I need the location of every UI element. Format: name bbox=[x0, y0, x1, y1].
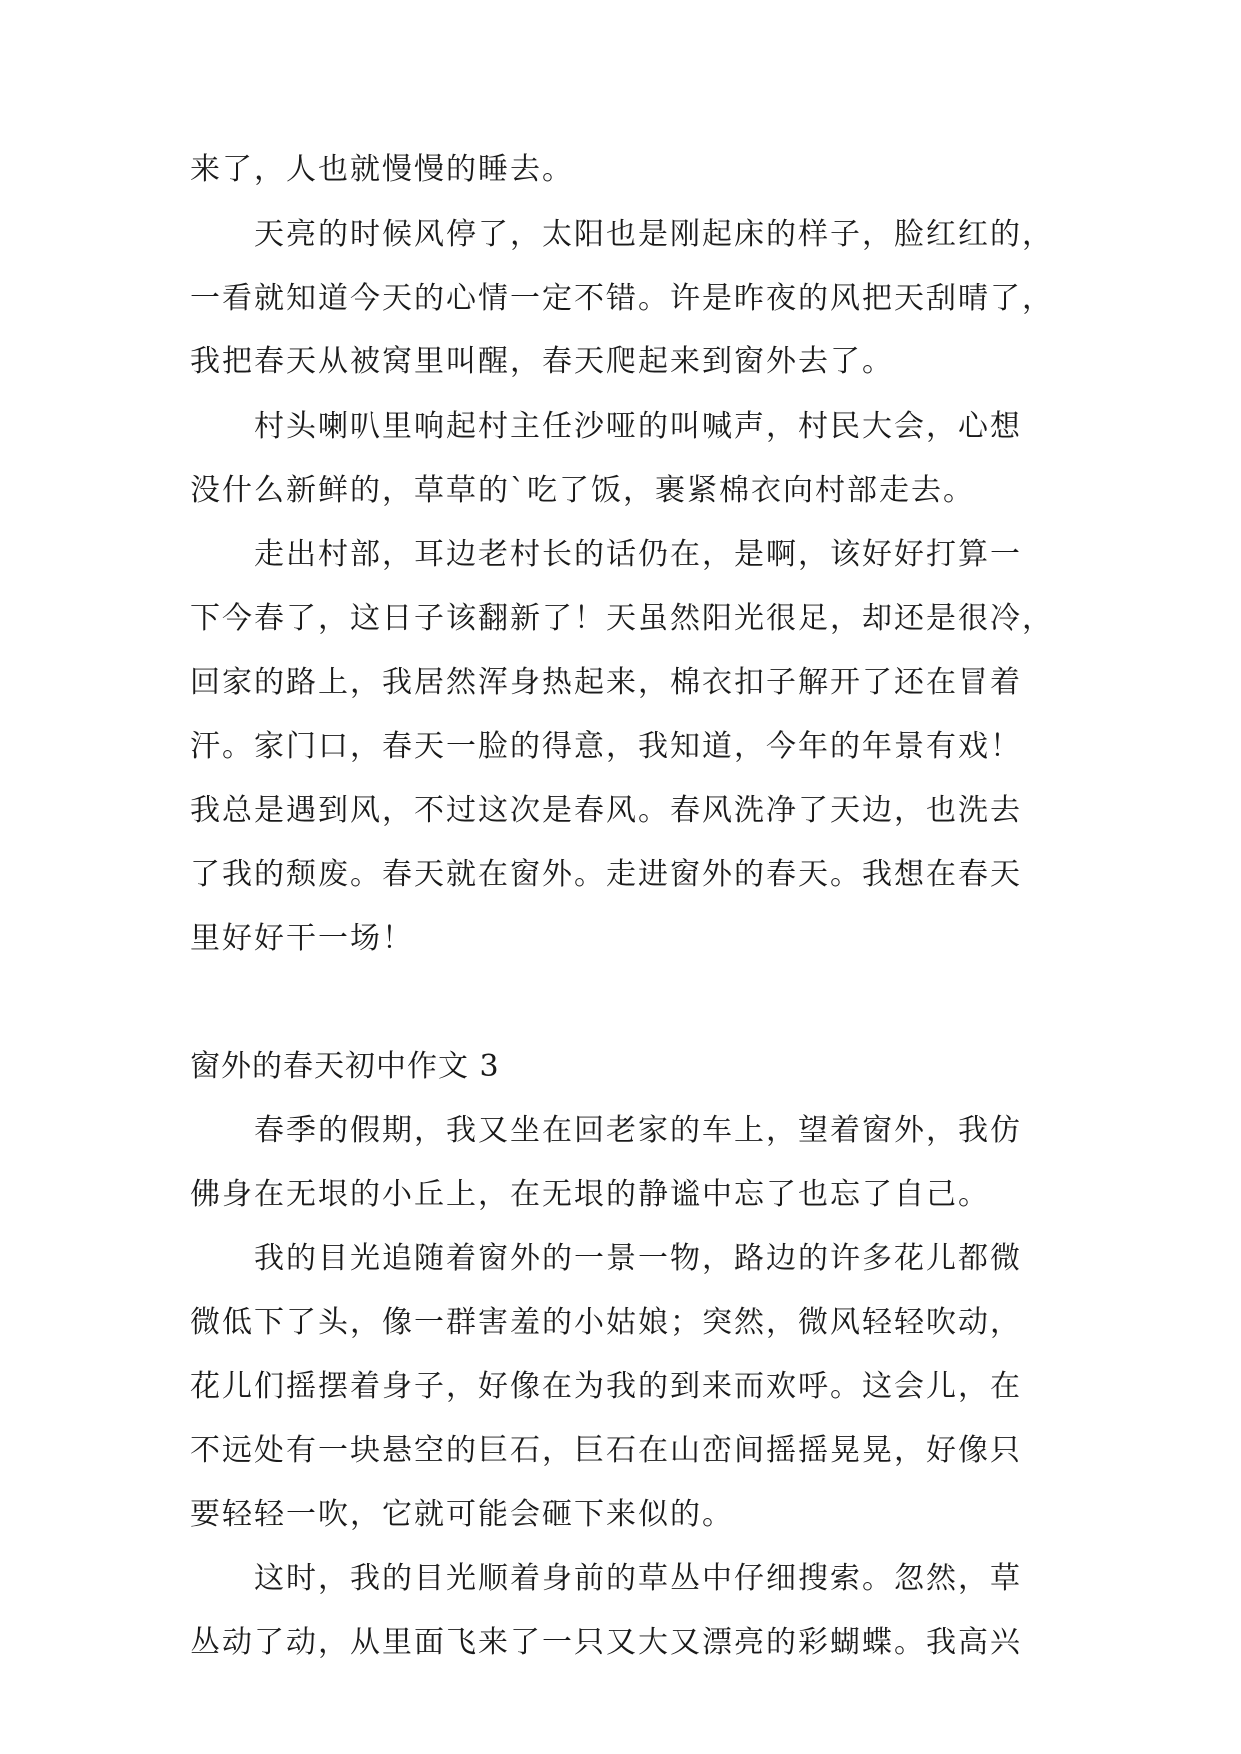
paragraph-line: 里好好干一场！ bbox=[190, 921, 414, 956]
paragraph-line: 这时，我的目光顺着身前的草丛中仔细搜索。忽然，草 bbox=[254, 1561, 1022, 1596]
paragraph-line: 走出村部，耳边老村长的话仍在，是啊，该好好打算一 bbox=[254, 537, 1022, 572]
paragraph-line: 回家的路上，我居然浑身热起来，棉衣扣子解开了还在冒着 bbox=[190, 665, 1022, 700]
paragraph-line: 汗。家门口，春天一脸的得意，我知道，今年的年景有戏！ bbox=[190, 729, 1022, 764]
paragraph-line: 我的目光追随着窗外的一景一物，路边的许多花儿都微 bbox=[254, 1241, 1022, 1276]
paragraph-line: 一看就知道今天的心情一定不错。许是昨夜的风把天刮晴了， bbox=[190, 281, 1054, 316]
paragraph-line: 不远处有一块悬空的巨石，巨石在山峦间摇摇晃晃，好像只 bbox=[190, 1433, 1022, 1468]
section-heading: 窗外的春天初中作文 3 bbox=[190, 1049, 500, 1084]
paragraph-line: 下今春了，这日子该翻新了！天虽然阳光很足，却还是很冷， bbox=[190, 601, 1054, 636]
paragraph-line: 丛动了动，从里面飞来了一只又大又漂亮的彩蝴蝶。我高兴 bbox=[190, 1625, 1022, 1660]
paragraph-line: 佛身在无垠的小丘上，在无垠的静谧中忘了也忘了自己。 bbox=[190, 1177, 990, 1212]
paragraph-line: 我总是遇到风，不过这次是春风。春风洗净了天边，也洗去 bbox=[190, 793, 1022, 828]
paragraph-line: 要轻轻一吹，它就可能会砸下来似的。 bbox=[190, 1497, 734, 1532]
paragraph-line: 我把春天从被窝里叫醒，春天爬起来到窗外去了。 bbox=[190, 344, 894, 379]
paragraph-line: 微低下了头，像一群害羞的小姑娘；突然，微风轻轻吹动， bbox=[190, 1305, 1022, 1340]
paragraph-line: 村头喇叭里响起村主任沙哑的叫喊声，村民大会，心想 bbox=[254, 409, 1022, 444]
paragraph-line: 天亮的时候风停了，太阳也是刚起床的样子，脸红红的， bbox=[254, 217, 1054, 252]
paragraph-line: 了我的颓废。春天就在窗外。走进窗外的春天。我想在春天 bbox=[190, 857, 1022, 892]
paragraph-line: 来了，人也就慢慢的睡去。 bbox=[190, 152, 574, 187]
paragraph-line: 没什么新鲜的，草草的`吃了饭，裹紧棉衣向村部走去。 bbox=[190, 473, 975, 508]
paragraph-line: 花儿们摇摆着身子，好像在为我的到来而欢呼。这会儿，在 bbox=[190, 1369, 1022, 1404]
paragraph-line: 春季的假期，我又坐在回老家的车上，望着窗外，我仿 bbox=[254, 1113, 1022, 1148]
